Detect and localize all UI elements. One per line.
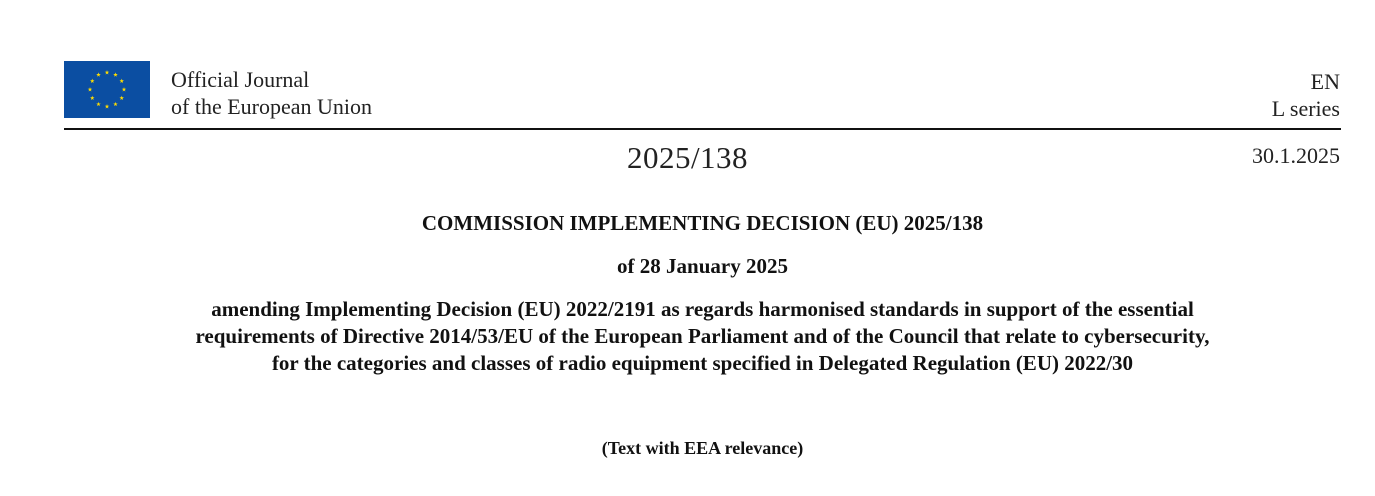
series-label: L series (1271, 96, 1340, 121)
act-title: amending Implementing Decision (EU) 2022/2191 as regards harmonised standards in support of the essential requirements of Directive 2014/53/EU of the European Parliament and of the Council that relate to cybersecurity, for the categories and classes of radio equipment specified in Delegated Regulation (EU) 2022/30 (195, 297, 1210, 375)
flag-star-icon (96, 102, 101, 106)
header-divider (64, 128, 1341, 130)
language-series-block (1272, 68, 1340, 122)
flag-star-icon (90, 96, 95, 100)
flag-star-icon (113, 72, 118, 76)
language-code: EN (1310, 69, 1340, 94)
flag-star-icon (105, 70, 110, 74)
eea-relevance-note: (Text with EEA relevance) (601, 438, 804, 458)
flag-star-icon (90, 79, 95, 83)
flag-star-icon (122, 87, 127, 91)
flag-star-icon (119, 96, 124, 100)
flag-star-icon (113, 102, 118, 106)
flag-star-icon (105, 104, 110, 108)
flag-star-icon (119, 79, 124, 83)
publication-date: 30.1.2025 (1252, 143, 1340, 168)
flag-star-icon (96, 72, 101, 76)
document-number: 2025/138 (626, 140, 749, 175)
flag-star-icon (88, 87, 93, 91)
act-type-heading: COMMISSION IMPLEMENTING DECISION (EU) 2025/138 (421, 211, 984, 235)
journal-title-line1: Official Journal (171, 67, 310, 92)
journal-title-line2: of the European Union (171, 94, 372, 119)
act-date: of 28 January 2025 (617, 254, 788, 278)
journal-title (171, 66, 372, 120)
eu-flag-icon (64, 61, 150, 118)
